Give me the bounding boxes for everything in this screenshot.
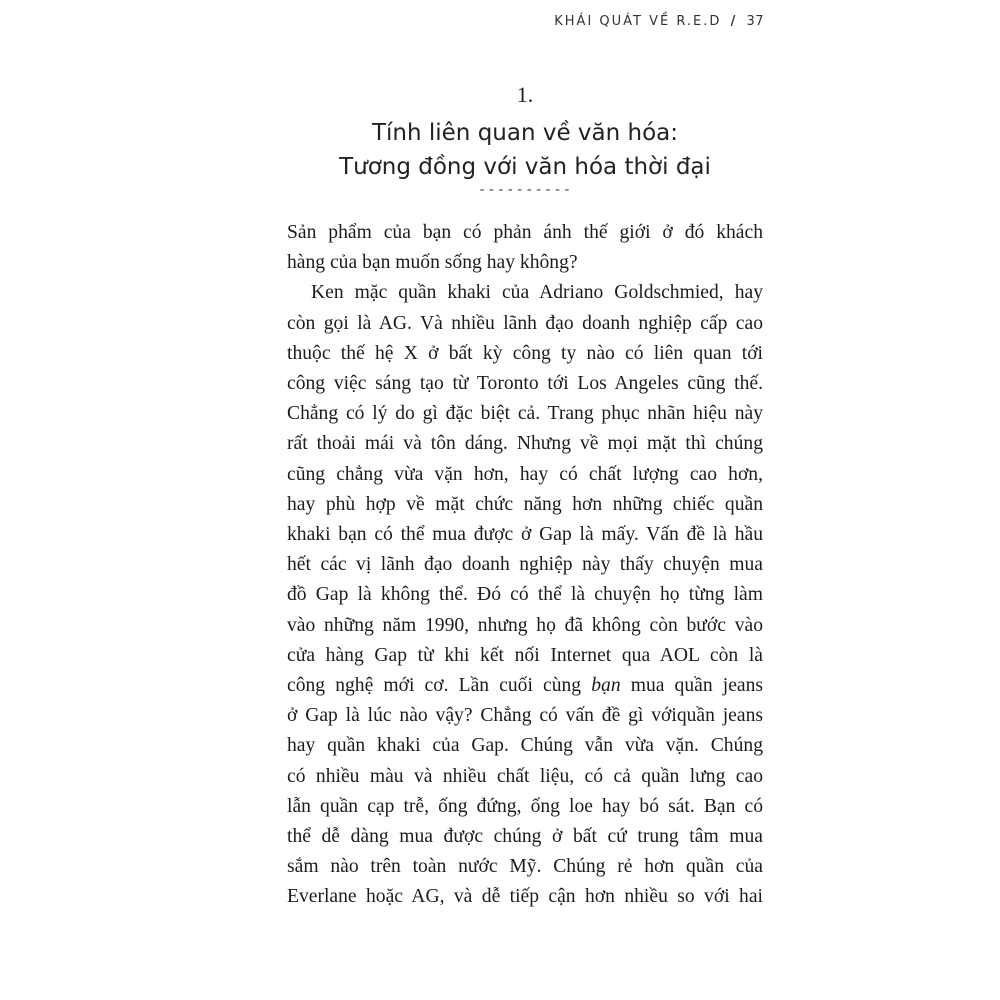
text-line: hết các vị lãnh đạo doanh nghiệp này thấy chuyện mua	[287, 554, 763, 576]
paragraph-1	[287, 218, 763, 278]
text-line: Chẳng có lý do gì đặc biệt cả. Trang phục nhãn hiệu này	[287, 403, 763, 425]
text-line-with-emphasis	[287, 671, 763, 701]
chapter-divider: ----------	[477, 182, 573, 198]
text-line: Sản phẩm của bạn có phản ánh thế giới ở đó khách	[287, 222, 763, 243]
running-head-separator: /	[730, 14, 738, 29]
body-text	[287, 218, 763, 913]
text-line: công việc sáng tạo từ Toronto tới Los Angeles cũng thế.	[287, 373, 763, 395]
chapter-title	[287, 116, 763, 184]
text-line: hay quần khaki của Gap. Chúng vẫn vừa vặn. Chúng	[287, 735, 763, 757]
text-line: hay phù hợp về mặt chức năng hơn những chiếc quần	[287, 493, 763, 515]
emphasis-text: bạn	[591, 675, 621, 697]
text-line: lẫn quần cạp trễ, ống đứng, ống loe hay bó sát. Bạn có	[287, 795, 763, 817]
text-line: ở Gap là lúc nào vậy? Chẳng có vấn đề gì vớiquần jeans	[287, 705, 763, 727]
text-line: Ken mặc quần khaki của Adriano Goldschmied, hay	[311, 282, 763, 304]
text-line: rất thoải mái và tôn dáng. Nhưng về mọi mặt thì chúng	[287, 433, 763, 455]
text-line: khaki bạn có thể mua được ở Gap là mấy. Vấn đề là hầu	[287, 524, 763, 546]
text-line: sắm nào trên toàn nước Mỹ. Chúng rẻ hơn quần của	[287, 856, 763, 878]
paragraph-2	[287, 278, 763, 912]
page-number: 37	[746, 14, 764, 29]
text-segment: công nghệ mới cơ. Lần cuối cùng	[287, 675, 592, 697]
text-line: có nhiều màu và nhiều chất liệu, có cả quần lưng cao	[287, 765, 763, 787]
text-line: thuộc thế hệ X ở bất kỳ công ty nào có liên quan tới	[287, 342, 763, 364]
text-line: đồ Gap là không thể. Đó có thể là chuyện họ từng làm	[287, 584, 763, 606]
chapter-title-line-2: Tương đồng với văn hóa thời đại	[339, 154, 711, 180]
running-head-title: KHÁI QUÁT VỀ R.E.D	[554, 14, 722, 29]
text-line: thể dễ dàng mua được chúng ở bất cứ trung tâm mua	[287, 826, 763, 848]
text-line: Everlane hoặc AG, và dễ tiếp cận hơn nhiều so với hai	[287, 886, 763, 908]
text-line: hàng của bạn muốn sống hay không?	[287, 252, 578, 274]
text-line: cửa hàng Gap từ khi kết nối Internet qua AOL còn là	[287, 644, 763, 666]
text-line: cũng chẳng vừa vặn hơn, hay có chất lượng cao hơn,	[287, 463, 763, 485]
text-line: vào những năm 1990, nhưng họ đã không còn bước vào	[287, 614, 763, 636]
chapter-number: 1.	[516, 82, 534, 107]
chapter-title-line-1: Tính liên quan về văn hóa:	[371, 120, 679, 146]
text-segment: mua quần jeans	[620, 675, 764, 697]
text-line: còn gọi là AG. Và nhiều lãnh đạo doanh nghiệp cấp cao	[287, 312, 763, 334]
chapter-heading	[287, 82, 763, 202]
running-head	[554, 14, 764, 29]
